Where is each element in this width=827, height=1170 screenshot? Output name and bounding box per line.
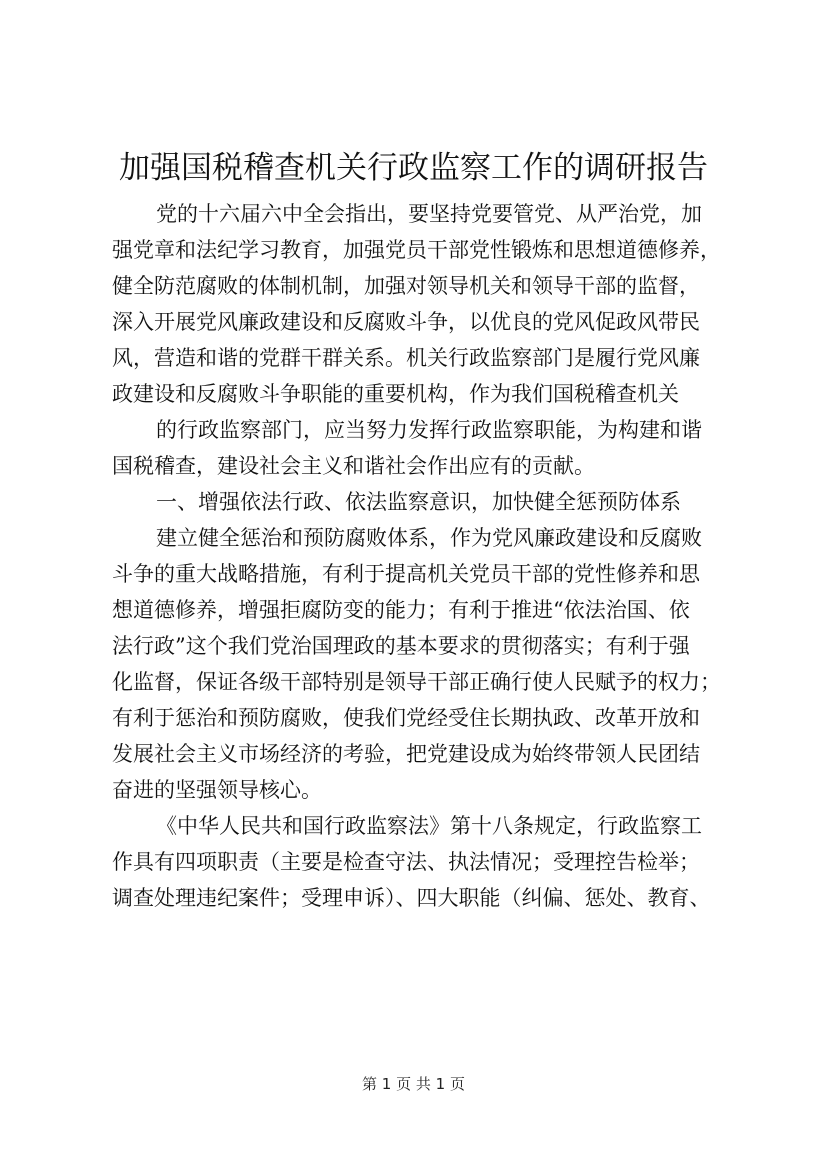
body-line: 建立健全惩治和预防腐败体系，作为党风廉政建设和反腐败 bbox=[156, 526, 702, 550]
body-line: 奋进的坚强领导核心。 bbox=[112, 778, 322, 802]
body-line: 有利于惩治和预防腐败，使我们党经受住长期执政、改革开放和 bbox=[112, 706, 700, 730]
body-line: 风，营造和谐的党群干群关系。机关行政监察部门是履行党风廉 bbox=[112, 346, 700, 370]
body-line: 法行政”这个我们党治国理政的基本要求的贯彻落实；有利于强 bbox=[112, 634, 690, 658]
body-line: 斗争的重大战略措施，有利于提高机关党员干部的党性修养和思 bbox=[112, 562, 700, 586]
body-line: 健全防范腐败的体制机制，加强对领导机关和领导干部的监督， bbox=[112, 274, 700, 298]
body-line: 想道德修养，增强拒腐防变的能力；有利于推进“依法治国、依 bbox=[112, 598, 690, 622]
body-line: 作具有四项职责（主要是检查守法、执法情况；受理控告检举； bbox=[112, 850, 700, 874]
page-number: 第 1 页 共 1 页 bbox=[362, 1075, 465, 1093]
document-title: 加强国税稽查机关行政监察工作的调研报告 bbox=[119, 150, 708, 186]
body-line: 国税稽查，建设社会主义和谐社会作出应有的贡献。 bbox=[112, 454, 595, 478]
body-line: 政建设和反腐败斗争职能的重要机构，作为我们国税稽查机关 bbox=[112, 382, 679, 406]
body-line: 深入开展党风廉政建设和反腐败斗争，以优良的党风促政风带民 bbox=[112, 310, 700, 334]
body-line: 化监督，保证各级干部特别是领导干部正确行使人民赋予的权力； bbox=[112, 670, 721, 694]
body-line: 强党章和法纪学习教育，加强党员干部党性锻炼和思想道德修养， bbox=[112, 238, 721, 262]
body-line: 发展社会主义市场经济的考验，把党建设成为始终带领人民团结 bbox=[112, 742, 700, 766]
body-line: 《中华人民共和国行政监察法》第十八条规定，行政监察工 bbox=[156, 814, 702, 838]
body-line: 党的十六届六中全会指出，要坚持党要管党、从严治党，加 bbox=[156, 202, 702, 226]
body-line: 调查处理违纪案件；受理申诉）、四大职能（纠偏、惩处、教育、 bbox=[112, 886, 711, 910]
section-heading: 一、增强依法行政、依法监察意识，加快健全惩预防体系 bbox=[156, 490, 681, 514]
body-line: 的行政监察部门，应当努力发挥行政监察职能，为构建和谐 bbox=[156, 418, 702, 442]
